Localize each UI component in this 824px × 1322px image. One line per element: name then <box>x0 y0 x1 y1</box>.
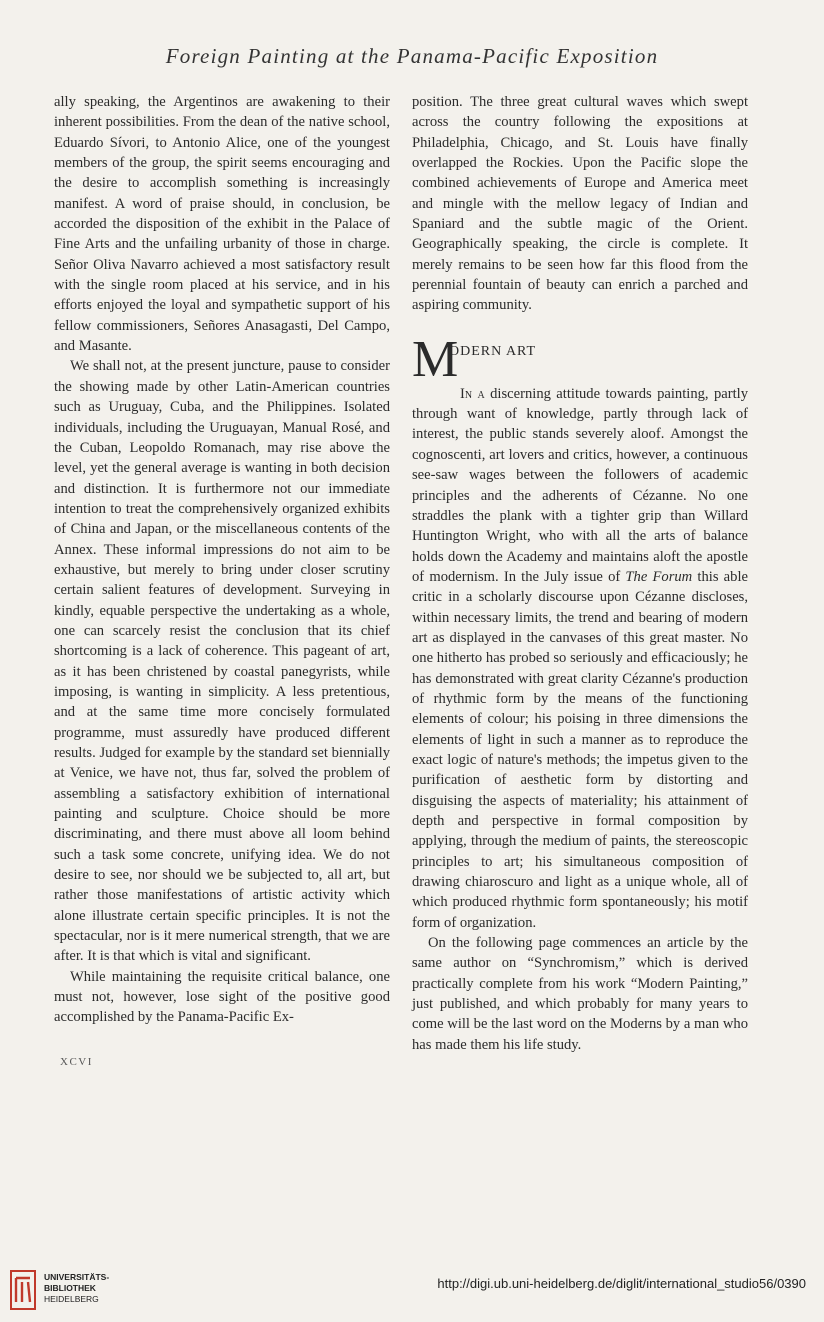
logo-line: HEIDELBERG <box>44 1294 99 1304</box>
page-header <box>0 44 824 69</box>
library-emblem-icon <box>8 1268 38 1312</box>
left-column <box>54 92 390 1028</box>
paragraph: We shall not, at the present juncture, pause to consider the showing made by other Latin-American countries such as Uruguay, Cuba, and the Philippines. Isolated individuals, including the Uruguayan, Manual Rosé, and the Cuban, Leopoldo Romanach, may rise above the level, yet the general average is wanting in both decision and distinction. It is furthermore not our immediate intention to treat the comprehensively organized exhibits of China and Japan, or the miscellaneous contents of the Annex. These informal impressions do not aim to be exhaustive, but merely to bring under closer scrutiny certain salient features of development. Surveying in kindly, equable perspective the undertaking as a whole, one can scarcely resist the conclusion that its chief shortcoming is a lack of coherence. This pageant of art, as it has been christened by coastal panegyrists, while imposing, is wanting in simplicity. A less pretentious, and at the same time more concisely formulated programme, must assuredly have produced different results. Judged for example by the standard set biennially at Venice, we have not, thus far, solved the problem of assembling a satisfactory exhibition of international painting and sculpture. Choice should be more discriminating, and there must above all loom behind such a task some concrete, unifying idea. We do not desire to see, nor should we be subjected to, all art, but rather those manifestations of artistic activity which alone illustrate certain specific principles. It is not the spectacular, nor is it mere numerical strength, that we are after. It is that which is vital and significant. <box>54 358 390 965</box>
section-heading <box>412 330 748 388</box>
paragraph: On the following page commences an article by the same author on “Synchromism,” which is derived practically complete from his work “Modern Painting,” just published, and which probably for many years to come will be the last word on the Moderns by a man who has made them his life study. <box>412 935 748 1053</box>
library-logo <box>8 1268 118 1314</box>
paragraph <box>412 384 748 933</box>
paragraph: ally speaking, the Argentinos are awakening to their inherent possibilities. From the dean of the native school, Eduardo Sívori, to Antonio Alice, one of the youngest members of the group, the spirit seems encouraging and the desire to accomplish something is increasingly manifest. A word of praise should, in conclusion, be accorded the disposition of the exhibit in the Palace of Fine Arts and the unfailing urbanity of those in charge. Señor Oliva Navarro achieved a most satisfactory result with the single room placed at his service, and in his efforts enjoyed the loyal and sympathetic support of his fellow commissioners, Señores Anasagasti, Del Campo, and Masante. <box>54 94 390 355</box>
logo-line: BIBLIOTHEK <box>44 1283 96 1293</box>
section-heading-text: ODERN ART <box>449 343 537 359</box>
page-number: XCVI <box>60 1056 93 1068</box>
source-link[interactable]: http://digi.ub.uni-heidelberg.de/diglit/international_studio56/0390 <box>437 1276 806 1291</box>
paragraph: position. The three great cultural waves which swept across the country following the expositions at Philadelphia, Chicago, and St. Louis have finally overlapped the Rockies. Upon the Pacific slope the combined achievements of Europe and America meet and mingle with the mellow legacy of Indian and Spaniard and the subtle magic of the Orient. Geographically speaking, the circle is complete. It merely remains to be seen how far this flood from the perennial fountain of beauty can enrich a parched and aspiring community. <box>412 94 748 314</box>
paragraph: While maintaining the requisite critical balance, one must not, however, lose sight of the positive good accomplished by the Panama-Pacific Ex- <box>54 968 390 1026</box>
library-name <box>44 1272 109 1305</box>
paragraph-text: this able critic in a scholarly discourse upon Cézanne discloses, within necessary limits, the trend and bearing of modern art as displayed in the canvases of this great master. No one hitherto has probed so seriously and efficaciously; he has demonstrated with great clarity Cézanne's production of rhythmic form by the means of the functioning elements of colour; his poising in three dimensions the elements of light in such a manner as to reproduce the exact logic of nature's methods; the impetus given to the purification of aesthetic form by distorting and disguising the aspects of materiality; his attainment of depth and perspective in formal composition by applying, through the medium of paints, the stereoscopic principles to art; his simultaneous composition of drawing chiaroscuro and light as a unique whole, all of which produced rhythmic form spontaneously; his motif form of organization. <box>412 568 748 931</box>
logo-line: UNIVERSITÄTS- <box>44 1272 110 1282</box>
journal-title: The Forum <box>625 568 693 585</box>
drop-cap: M <box>412 330 459 388</box>
running-title: Foreign Painting at the Panama-Pacific Exposition <box>165 44 659 68</box>
paragraph-text: discerning attitude towards painting, partly through want of knowledge, partly through lack of interest, the public stands severely aloof. Amongst the cognoscenti, art lovers and critics, however, a continuous see-saw wages between the followers of academic principles and the adherents of Cézanne. No one straddles the plank with a tighter grip than Willard Huntington Wright, who with all the arts of balance holds down the Academy and maintains aloft the apostle of modernism. In the July issue of <box>412 385 749 585</box>
lead-in: In a <box>460 385 485 402</box>
right-column <box>412 92 748 1055</box>
